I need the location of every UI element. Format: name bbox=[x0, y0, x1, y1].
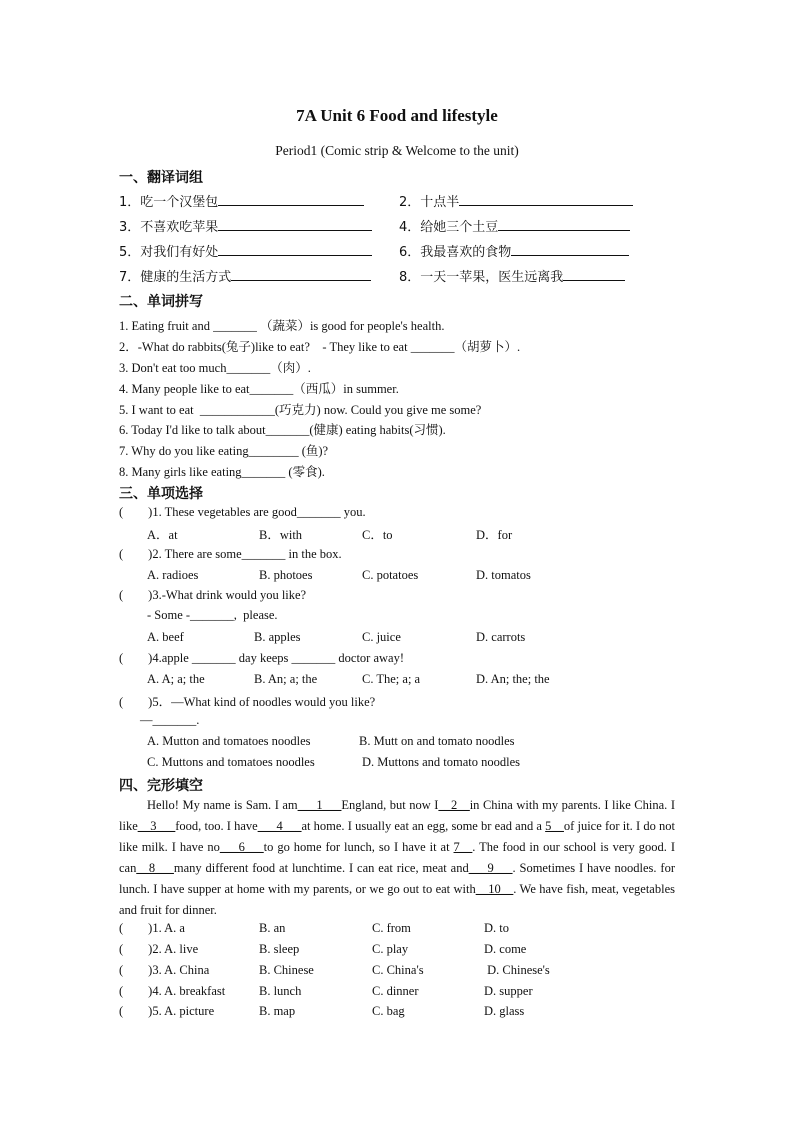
mc-option: D. Muttons and tomato noodles bbox=[362, 755, 520, 769]
passage-text: at home. I usually eat an egg, some br ead and a bbox=[301, 819, 546, 833]
spelling-item: 2．-What do rabbits(兔子)like to eat? - They like to eat _______（胡萝卜）. bbox=[119, 340, 521, 354]
translate-item: 3．不喜欢吃苹果 bbox=[119, 216, 372, 235]
cloze-blank: __10__ bbox=[475, 882, 514, 896]
passage-text: in China with my parents. I like China. I like bbox=[119, 798, 675, 833]
translate-item: 2．十点半 bbox=[399, 191, 633, 210]
section1-heading: 一、翻译词组 bbox=[119, 170, 203, 186]
cloze-option: B. sleep bbox=[259, 942, 300, 956]
mc-option: C．to bbox=[362, 528, 393, 542]
translate-item: 6．我最喜欢的食物 bbox=[399, 241, 629, 260]
cloze-option: B. Chinese bbox=[259, 963, 314, 977]
spelling-item: 4. Many people like to eat_______（西瓜）in summer. bbox=[119, 382, 399, 396]
cloze-question: ( )4. A. breakfast bbox=[119, 984, 226, 998]
cloze-option: D. glass bbox=[484, 1004, 525, 1018]
passage-text: . We have fish, meat, vegetables and fruit for dinner. bbox=[119, 882, 675, 917]
mc-option: C. potatoes bbox=[362, 568, 419, 582]
spelling-item: 7. Why do you like eating________ (鱼)? bbox=[119, 444, 329, 458]
cloze-option: B. an bbox=[259, 921, 286, 935]
cloze-blank: __3___ bbox=[137, 819, 176, 833]
mc-option: D. An; the; the bbox=[476, 672, 550, 686]
mc-option: B. apples bbox=[254, 630, 301, 644]
spelling-item: 6. Today I'd like to talk about_______(健康) eating habits(习惯). bbox=[119, 423, 446, 437]
mc-option: D. carrots bbox=[476, 630, 526, 644]
mc-option: A. A; a; the bbox=[147, 672, 205, 686]
cloze-blank: __2__ bbox=[438, 798, 470, 812]
mc-option: B. photoes bbox=[259, 568, 313, 582]
cloze-option: D. supper bbox=[484, 984, 533, 998]
cloze-question: ( )2. A. live bbox=[119, 942, 199, 956]
cloze-blank: 7__ bbox=[453, 840, 473, 854]
passage-text: of juice for it. I do not like milk. I have no bbox=[119, 819, 675, 854]
passage-text: to go home for lunch, so I have it at bbox=[263, 840, 454, 854]
cloze-option: D. Chinese's bbox=[484, 963, 550, 977]
translate-item: 7．健康的生活方式 bbox=[119, 266, 371, 285]
page-title: 7A Unit 6 Food and lifestyle bbox=[296, 106, 498, 125]
mc-question: ( )5．—What kind of noodles would you like? bbox=[119, 695, 376, 709]
mc-option: C. Muttons and tomatoes noodles bbox=[147, 755, 315, 769]
passage-text: Hello! My name is Sam. I am bbox=[147, 798, 298, 812]
mc-option: A．at bbox=[147, 528, 178, 542]
cloze-option: B. lunch bbox=[259, 984, 302, 998]
section4-heading: 四、完形填空 bbox=[119, 778, 203, 794]
mc-option: C. juice bbox=[362, 630, 401, 644]
passage-text: . Sometimes I have noodles. for lunch. I have supper at home with my parents, or we go out to eat with bbox=[119, 861, 675, 896]
cloze-question: ( )1. A. a bbox=[119, 921, 185, 935]
mc-option: D．for bbox=[476, 528, 513, 542]
translate-item: 1．吃一个汉堡包 bbox=[119, 191, 364, 210]
cloze-option: D. come bbox=[484, 942, 527, 956]
cloze-blank: 5__ bbox=[545, 819, 564, 833]
cloze-blank: ___6___ bbox=[219, 840, 264, 854]
passage-text: many different food at lunchtime. I can eat rice, meat and bbox=[173, 861, 469, 875]
cloze-blank: ___4___ bbox=[257, 819, 302, 833]
spelling-item: 8. Many girls like eating_______ (零食). bbox=[119, 465, 325, 479]
translate-item: 8．一天一苹果，医生远离我 bbox=[399, 266, 625, 285]
cloze-option: C. play bbox=[372, 942, 409, 956]
translate-item: 5．对我们有好处 bbox=[119, 241, 372, 260]
cloze-blank: ___1___ bbox=[297, 798, 342, 812]
cloze-question: ( )5. A. picture bbox=[119, 1004, 215, 1018]
section3-heading: 三、单项选择 bbox=[119, 486, 203, 502]
mc-question: ( )4.apple _______ day keeps _______ doctor away! bbox=[119, 651, 404, 665]
spelling-item: 5. I want to eat ____________(巧克力) now. Could you give me some? bbox=[119, 403, 482, 417]
mc-option: A. radioes bbox=[147, 568, 199, 582]
mc-option: B．with bbox=[259, 528, 303, 542]
passage-text: England, but now I bbox=[341, 798, 439, 812]
mc-question-extra: —_______. bbox=[140, 713, 200, 727]
mc-question-extra: - Some -_______, please. bbox=[147, 608, 278, 622]
mc-option: B. An; a; the bbox=[254, 672, 318, 686]
spelling-item: 1. Eating fruit and _______ （蔬菜）is good for people's health. bbox=[119, 319, 445, 333]
cloze-blank: __8___ bbox=[136, 861, 174, 875]
cloze-option: C. bag bbox=[372, 1004, 405, 1018]
translate-item: 4．给她三个土豆 bbox=[399, 216, 630, 235]
cloze-option: C. dinner bbox=[372, 984, 419, 998]
cloze-option: C. China's bbox=[372, 963, 424, 977]
spelling-item: 3. Don't eat too much_______（肉）. bbox=[119, 361, 311, 375]
mc-option: A. beef bbox=[147, 630, 184, 644]
cloze-question: ( )3. A. China bbox=[119, 963, 210, 977]
mc-option: B. Mutt on and tomato noodles bbox=[359, 734, 515, 748]
mc-option: C. The; a; a bbox=[362, 672, 421, 686]
cloze-option: B. map bbox=[259, 1004, 296, 1018]
cloze-option: C. from bbox=[372, 921, 411, 935]
mc-question: ( )2. There are some_______ in the box. bbox=[119, 547, 342, 561]
passage-text: food, too. I have bbox=[175, 819, 258, 833]
mc-option: A. Mutton and tomatoes noodles bbox=[147, 734, 311, 748]
passage-text: . The food in our school is very good. I can bbox=[119, 840, 676, 875]
mc-option: D. tomatos bbox=[476, 568, 531, 582]
cloze-passage bbox=[119, 795, 675, 921]
cloze-option: D. to bbox=[484, 921, 509, 935]
page-subtitle: Period1 (Comic strip & Welcome to the unit) bbox=[275, 143, 519, 158]
cloze-blank: ___9___ bbox=[468, 861, 513, 875]
mc-question: ( )3.-What drink would you like? bbox=[119, 588, 307, 602]
mc-question: ( )1. These vegetables are good_______ you. bbox=[119, 505, 366, 519]
section2-heading: 二、单词拼写 bbox=[119, 294, 203, 310]
